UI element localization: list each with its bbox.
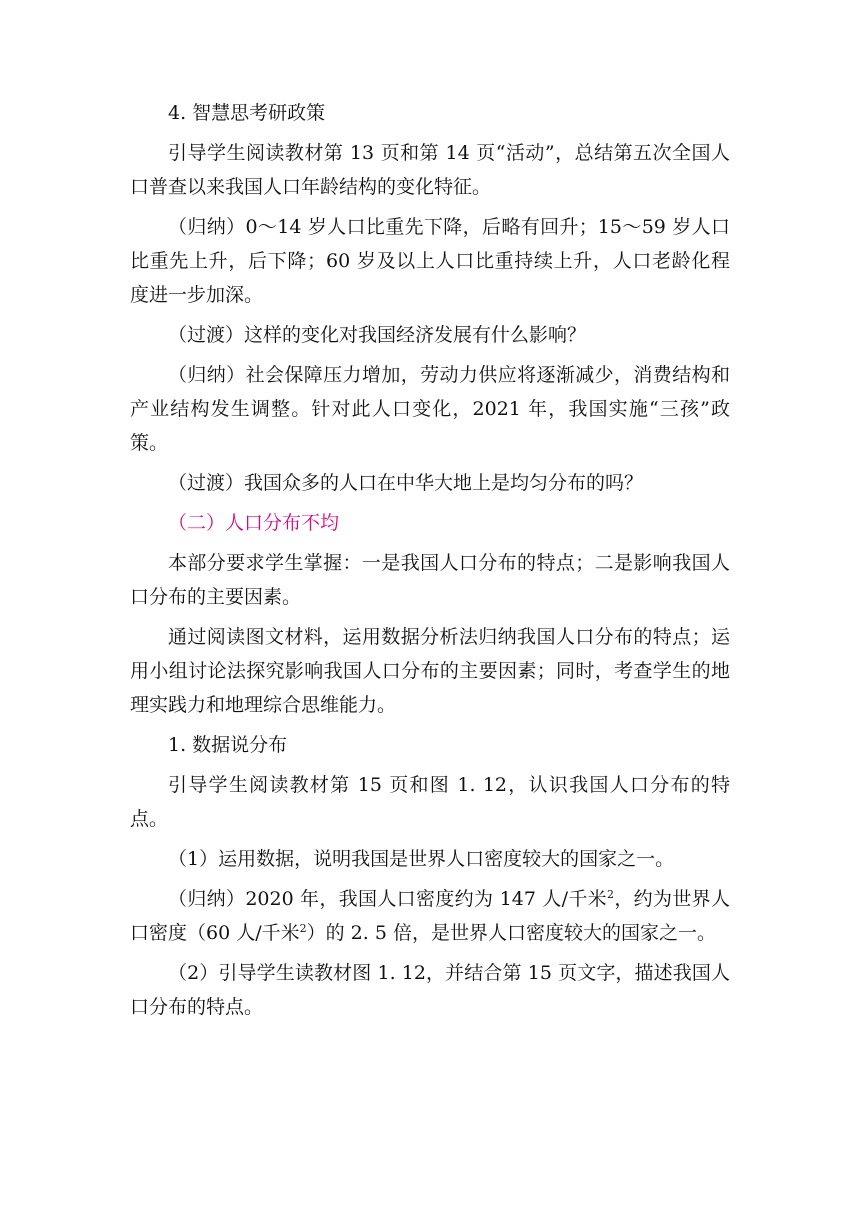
- step-heading-text: 4. 智慧思考研政策: [168, 102, 326, 124]
- paragraph-text: 这样的变化对我国经济发展有什么影响？: [244, 324, 587, 346]
- paragraph: [130, 136, 730, 204]
- paragraph-text: 通过阅读图文材料，运用数据分析法归纳我国人口分布的特点；运用小组讨论法探究影响我国人口分布的主要因素；同时，考查学生的地理实践力和地理综合思维能力。: [130, 626, 730, 716]
- document-body: [130, 96, 730, 1030]
- superscript: 2: [607, 888, 615, 901]
- paragraph-text: （1）运用数据，说明我国是世界人口密度较大的国家之一。: [168, 848, 675, 870]
- step-heading: [130, 728, 730, 762]
- section-heading-text: （二）人口分布不均: [168, 512, 340, 534]
- paragraph-text: （2）引导学生读教材图 1. 12，并结合第 15 页文字，描述我国人口分布的特点。: [130, 962, 730, 1018]
- paragraph: [130, 620, 730, 722]
- paragraph: [130, 546, 730, 614]
- summary-label: （归纳）: [168, 216, 246, 238]
- summary-label: （归纳）: [168, 364, 246, 386]
- summary-paragraph: [130, 210, 730, 312]
- paragraph-text: 我国众多的人口在中华大地上是均匀分布的吗？: [244, 472, 644, 494]
- paragraph-text: ，约为世界人口密度（60 人/千米: [130, 888, 730, 944]
- paragraph-text: 0～14 岁人口比重先下降，后略有回升；15～59 岁人口比重先上升，后下降；60 岁及以上人口比重持续上升，人口老龄化程度进一步加深。: [130, 216, 730, 306]
- question-paragraph: [130, 956, 730, 1024]
- paragraph-text: 社会保障压力增加，劳动力供应将逐渐减少，消费结构和产业结构发生调整。针对此人口变化，2021 年，我国实施“三孩”政策。: [130, 364, 730, 454]
- paragraph-text: 引导学生阅读教材第 13 页和第 14 页“活动”，总结第五次全国人口普查以来我国人口年龄结构的变化特征。: [130, 142, 730, 198]
- paragraph-text: ）的 2. 5 倍，是世界人口密度较大的国家之一。: [306, 922, 716, 944]
- section-heading: [130, 506, 730, 540]
- paragraph-text: 引导学生阅读教材第 15 页和图 1. 12，认识我国人口分布的特点。: [130, 774, 730, 830]
- paragraph-text: 本部分要求学生掌握：一是我国人口分布的特点；二是影响我国人口分布的主要因素。: [130, 552, 730, 608]
- transition-paragraph: [130, 466, 730, 500]
- summary-paragraph: [130, 882, 730, 950]
- question-paragraph: [130, 842, 730, 876]
- summary-paragraph: [130, 358, 730, 460]
- transition-paragraph: [130, 318, 730, 352]
- transition-label: （过渡）: [168, 324, 245, 346]
- paragraph-text: 2020 年，我国人口密度约为 147 人/千米: [245, 888, 608, 910]
- paragraph: [130, 768, 730, 836]
- superscript: 2: [299, 922, 307, 935]
- step-heading: [130, 96, 730, 130]
- summary-label: （归纳）: [168, 888, 246, 910]
- transition-label: （过渡）: [168, 472, 245, 494]
- step-heading-text: 1. 数据说分布: [168, 734, 288, 756]
